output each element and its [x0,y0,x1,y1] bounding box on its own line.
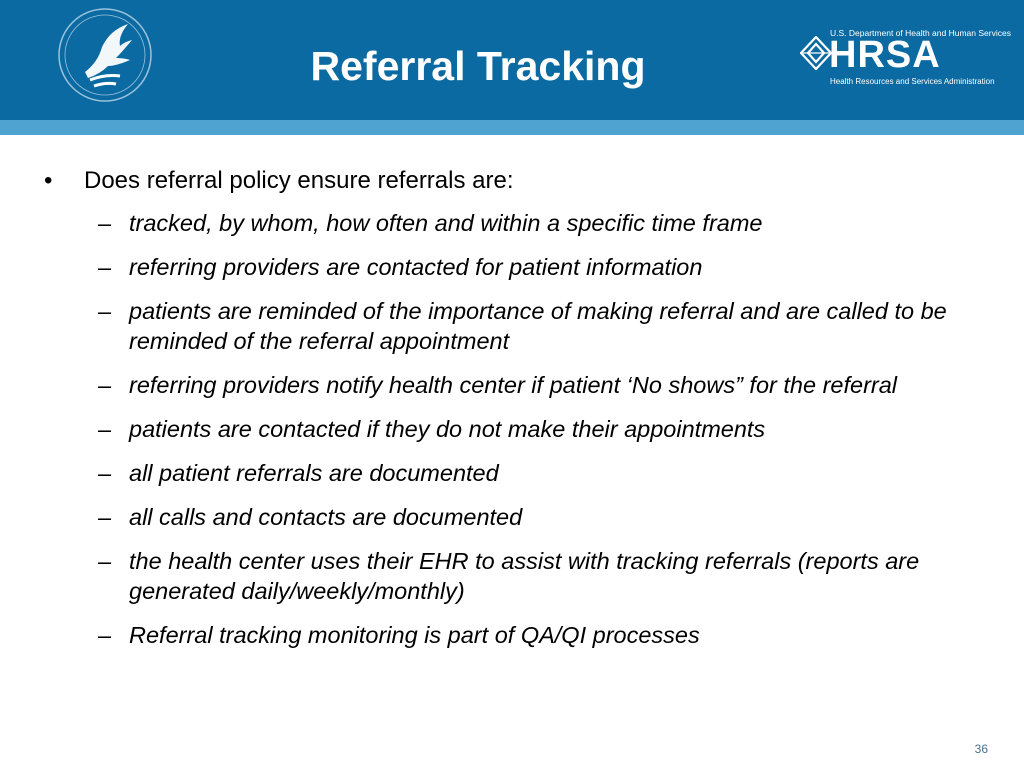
list-item: – all calls and contacts are documented [44,502,994,532]
hrsa-department-text: U.S. Department of Health and Human Services [830,28,1011,38]
page-title: Referral Tracking [310,43,646,89]
hrsa-fullname-text: Health Resources and Services Administration [830,77,995,86]
list-item-text: patients are contacted if they do not make their appointments [129,416,766,442]
list-item: – patients are reminded of the importance of making referral and are called to be reminded of the referral appointment [44,296,994,356]
list-item-text: the health center uses their EHR to assist with tracking referrals (reports are generated daily/weekly/monthly) [129,548,920,604]
hrsa-wordmark: HRSA [829,34,941,76]
list-item-text: Referral tracking monitoring is part of QA/QI processes [129,622,700,648]
list-item-text: referring providers notify health center if patient ‘No shows” for the referral [129,372,898,398]
list-item: – Referral tracking monitoring is part of QA/QI processes [44,620,994,650]
list-item-text: all patient referrals are documented [129,460,499,486]
hrsa-logo-icon [800,36,832,70]
list-item-text: all calls and contacts are documented [129,504,523,530]
list-item-text: tracked, by whom, how often and within a specific time frame [129,210,763,236]
list-item-text: patients are reminded of the importance of making referral and are called to be reminded of the referral appointment [129,298,947,354]
list-item: – referring providers are contacted for patient information [44,252,994,282]
list-item: – tracked, by whom, how often and within a specific time frame [44,208,994,238]
list-item: – the health center uses their EHR to assist with tracking referrals (reports are generated daily/weekly/monthly) [44,546,994,606]
main-bullet [44,166,994,196]
main-bullet-text: Does referral policy ensure referrals are: [84,167,514,194]
slide-body [44,166,994,664]
header-band [0,0,1024,120]
list-item: – patients are contacted if they do not make their appointments [44,414,994,444]
list-item-text: referring providers are contacted for patient information [129,254,703,280]
sub-bullet-list [44,208,994,650]
list-item: – referring providers notify health center if patient ‘No shows” for the referral [44,370,994,400]
header-stripe [0,120,1024,135]
list-item: – all patient referrals are documented [44,458,994,488]
hrsa-logo [800,28,1011,88]
page-number: 36 [974,742,988,756]
bullet-dot: • [44,167,53,194]
